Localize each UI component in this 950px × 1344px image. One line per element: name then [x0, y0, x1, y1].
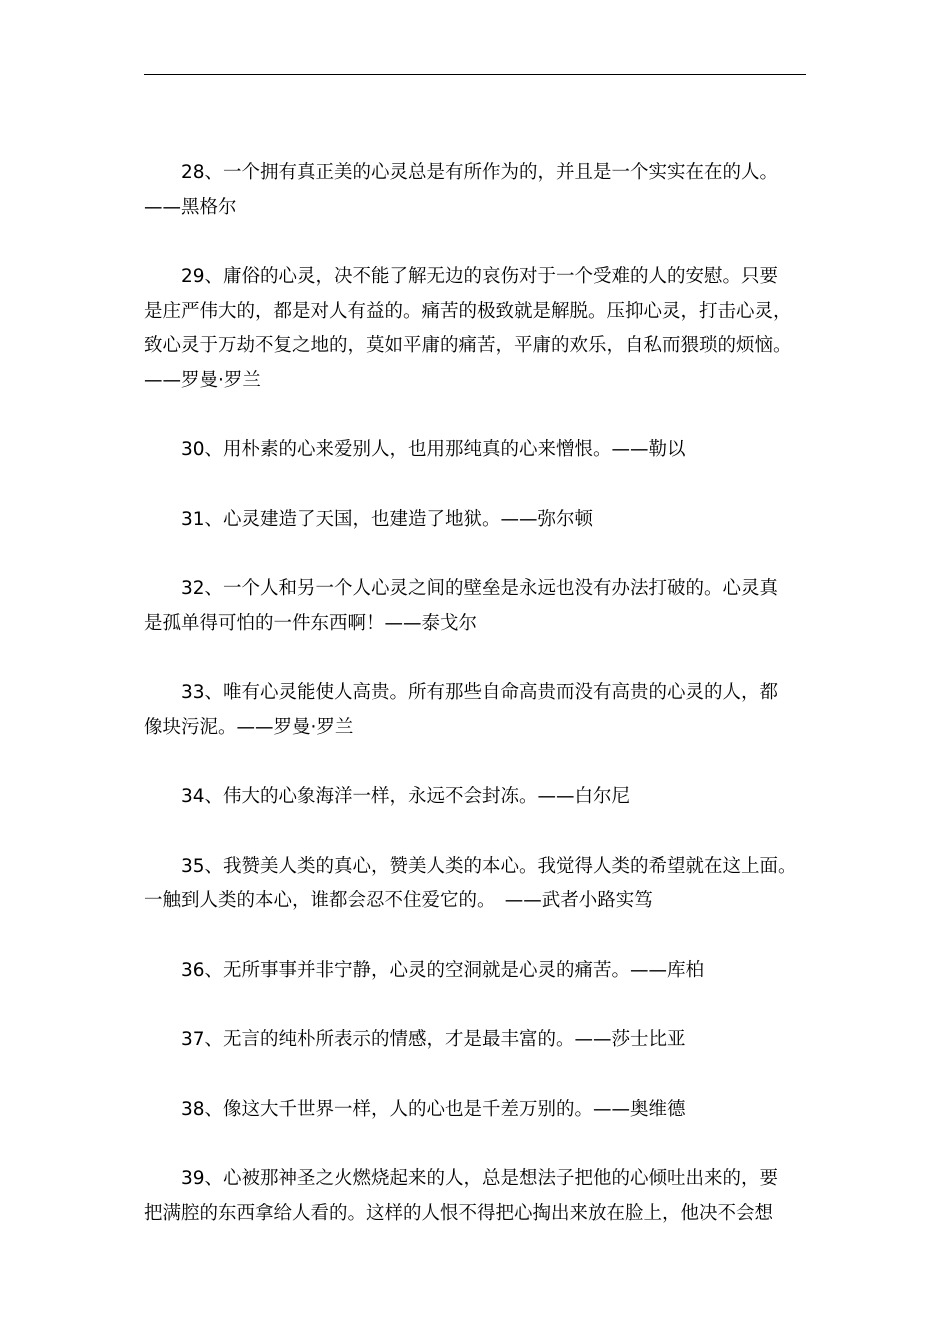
quote-38 — [144, 1093, 810, 1128]
quote-line: 31、心灵建造了天国，也建造了地狱。——弥尔顿 — [181, 508, 594, 530]
quote-line: 34、伟大的心象海洋一样，永远不会封冻。——白尔尼 — [181, 786, 631, 807]
quote-line: 是庄严伟大的，都是对人有益的。痛苦的极致就是解脱。压抑心灵，打击心灵， — [144, 300, 792, 322]
document-body — [144, 156, 810, 1266]
quote-29 — [144, 260, 810, 398]
quote-line: 29、庸俗的心灵，决不能了解无边的哀伤对于一个受难的人的安慰。只要 — [181, 266, 779, 287]
quote-line: 32、一个人和另一个人心灵之间的壁垒是永远也没有办法打破的。心灵真 — [181, 578, 779, 599]
quote-39 — [144, 1162, 810, 1231]
header-rule — [144, 74, 806, 75]
quote-line: 38、像这大千世界一样，人的心也是千差万别的。——奥维德 — [181, 1098, 686, 1120]
quote-line: 30、用朴素的心来爱别人，也用那纯真的心来憎恨。——勒以 — [181, 439, 686, 460]
quote-34 — [144, 780, 810, 815]
quote-28 — [144, 156, 810, 225]
quote-line: 像块污泥。——罗曼·罗兰 — [144, 716, 354, 738]
quote-line: 是孤单得可怕的一件东西啊！——泰戈尔 — [144, 612, 478, 634]
quote-line: 37、无言的纯朴所表示的情感，才是最丰富的。——莎士比亚 — [181, 1029, 686, 1050]
quote-line: 28、一个拥有真正美的心灵总是有所作为的，并且是一个实实在在的人。 — [181, 162, 779, 183]
quote-36 — [144, 954, 810, 989]
quote-line: 39、心被那神圣之火燃烧起来的人，总是想法子把他的心倾吐出来的，要 — [181, 1168, 779, 1189]
quote-30 — [144, 433, 810, 468]
quote-32 — [144, 572, 810, 641]
quote-line: 33、唯有心灵能使人高贵。所有那些自命高贵而没有高贵的心灵的人，都 — [181, 682, 779, 703]
quote-line: ——罗曼·罗兰 — [144, 369, 261, 391]
quote-line: 把满腔的东西拿给人看的。这样的人恨不得把心掏出来放在脸上，他决不会想 — [144, 1202, 774, 1224]
quote-line: 一触到人类的本心，谁都会忍不住爱它的。 ——武者小路实笃 — [144, 890, 653, 911]
quote-37 — [144, 1023, 810, 1058]
quote-line: 36、无所事事并非宁静，心灵的空洞就是心灵的痛苦。——库柏 — [181, 959, 705, 981]
quote-31 — [144, 503, 810, 538]
quote-35 — [144, 850, 810, 919]
quote-33 — [144, 676, 810, 745]
quote-line: 致心灵于万劫不复之地的，莫如平庸的痛苦，平庸的欢乐，自私而猥琐的烦恼。 — [144, 335, 792, 356]
quote-line: ——黑格尔 — [144, 196, 237, 218]
quote-line: 35、我赞美人类的真心，赞美人类的本心。我觉得人类的希望就在这上面。 — [181, 855, 797, 877]
